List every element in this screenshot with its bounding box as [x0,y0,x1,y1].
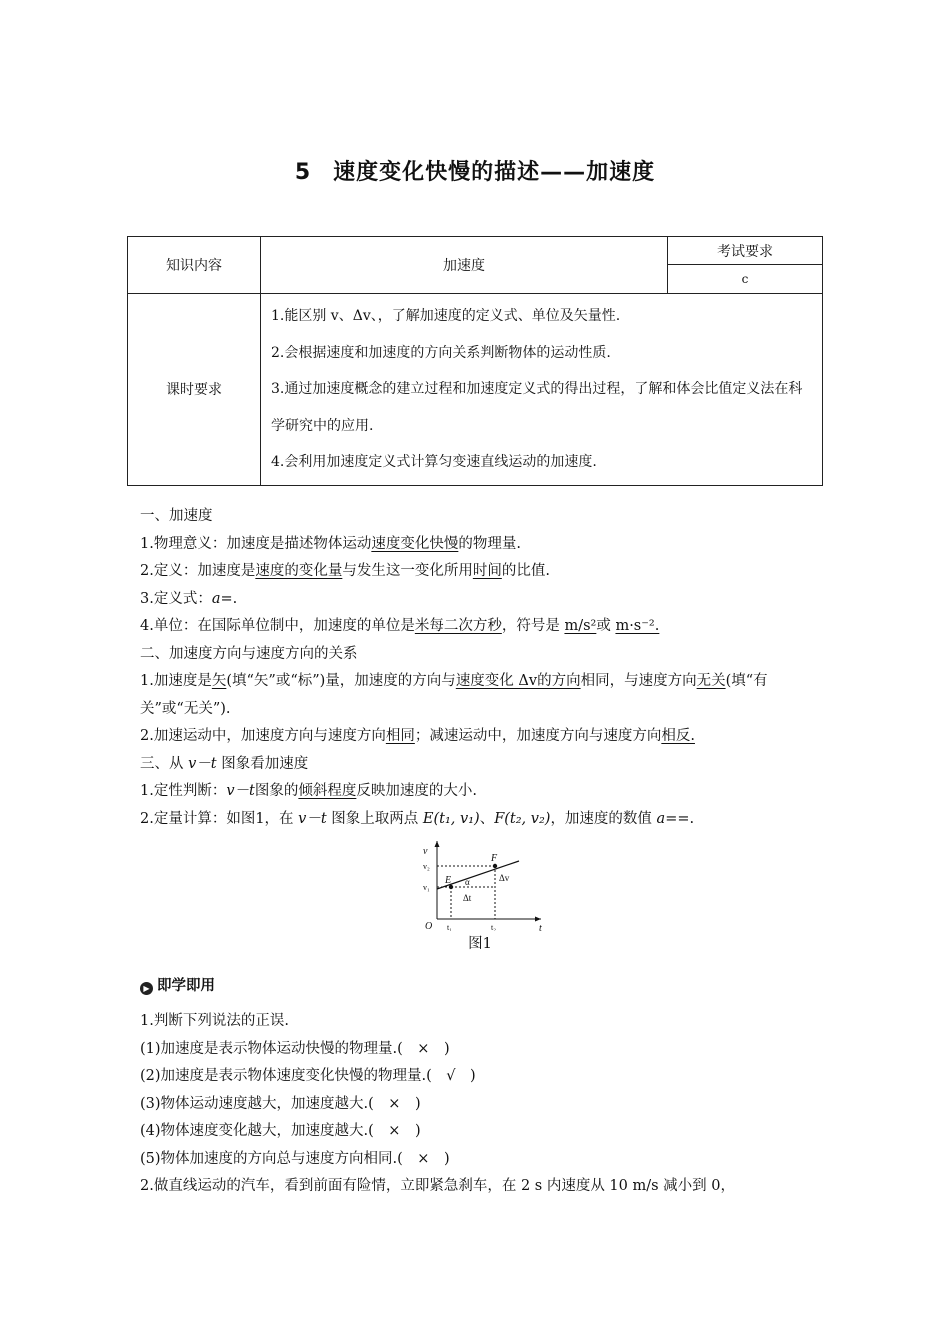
s1-line-4: 4.单位：在国际单位制中，加速度的单位是米每二次方秒，符号是 m/s²或 m·s⁻². [140,618,660,634]
s3-line-1: 1.定性判断：v－t图象的倾斜程度反映加速度的大小. [140,783,477,799]
section-3-heading: 三、从 v－t 图象看加速度 [140,755,309,772]
lesson-goals [261,294,823,486]
vt-graph [415,835,545,931]
lesson-requirement-label: 课时要求 [128,294,261,486]
topic-cell: 加速度 [261,237,668,294]
practice-q1: 1.判断下列说法的正误. [140,1013,289,1029]
section-2-heading: 二、加速度方向与速度方向的关系 [140,645,358,662]
v-axis-arrow [435,841,440,847]
exam-level: c [668,265,823,294]
dt-label: Δt [463,893,472,903]
practice-item-2: (2)加速度是表示物体速度变化快慢的物理量.( √ ) [140,1068,476,1084]
play-icon: ▶ [140,982,153,995]
title-text: 速度变化快慢的描述——加速度 [333,160,656,185]
v2-label: v₂ [423,862,430,871]
goal-2: 2.会根据速度和加速度的方向关系判断物体的运动性质. [271,344,611,361]
t1-label: t₁ [447,923,453,931]
t2-label: t₂ [491,923,497,931]
s1-line-2: 2.定义：加速度是速度的变化量与发生这一变化所用时间的比值. [140,563,550,579]
t-axis-arrow [535,917,541,922]
content-body [140,503,820,1201]
section-1-heading: 一、加速度 [140,508,213,524]
t-axis-label: t [539,923,542,931]
practice-heading: ▶ 即学即用 [140,973,820,1001]
goal-1: 1.能区别 v、Δv、，了解加速度的定义式、单位及矢量性. [271,308,621,324]
e-label: E [445,875,452,886]
page-title [0,155,950,186]
section-number: 5 [294,160,312,185]
practice-item-3: (3)物体运动速度越大，加速度越大.( × ) [140,1095,421,1112]
exam-header: 考试要求 [668,237,823,265]
point-f [493,864,497,868]
alpha-label: α [465,877,470,887]
practice-item-4: (4)物体速度变化越大，加速度越大.( × ) [140,1123,421,1139]
figure-1 [140,835,820,959]
s2-line-1: 1.加速度是矢(填“矢”或“标”)量，加速度的方向与速度变化 Δv的方向相同，与速度方向无关(填“有关”或“无关”). [140,673,768,717]
s1-line-3: 3.定义式：a=. [140,590,238,607]
practice-item-5: (5)物体加速度的方向总与速度方向相同.( × ) [140,1150,450,1167]
practice-item-1: (1)加速度是表示物体运动快慢的物理量.( × ) [140,1040,450,1057]
figure-caption: 图1 [468,936,492,952]
s2-line-2: 2.加速运动中，加速度方向与速度方向相同；减速运动中，加速度方向与速度方向相反. [140,728,695,744]
origin-label: O [425,921,433,931]
f-label: F [491,853,498,864]
requirements-table [127,236,823,486]
v-axis-label: v [423,846,428,857]
knowledge-header: 知识内容 [128,237,261,294]
s1-line-1: 1.物理意义：加速度是描述物体运动速度变化快慢的物理量. [140,535,521,552]
v1-label: v₁ [423,883,430,892]
s3-line-2: 2.定量计算：如图1，在 v－t 图象上取两点 E(t₁, v₁)、F(t₂, v₂)，加速度的数值 a==. [140,810,695,827]
goal-3: 3.通过加速度概念的建立过程和加速度定义式的得出过程，了解和体会比值定义法在科学研究中的应用. [271,381,803,434]
goal-4: 4.会利用加速度定义式计算匀变速直线运动的加速度. [271,454,597,470]
dv-label: Δv [499,873,510,883]
practice-q2: 2.做直线运动的汽车，看到前面有险情，立即紧急刹车，在 2 s 内速度从 10 m/s 减小到 0， [140,1178,736,1194]
